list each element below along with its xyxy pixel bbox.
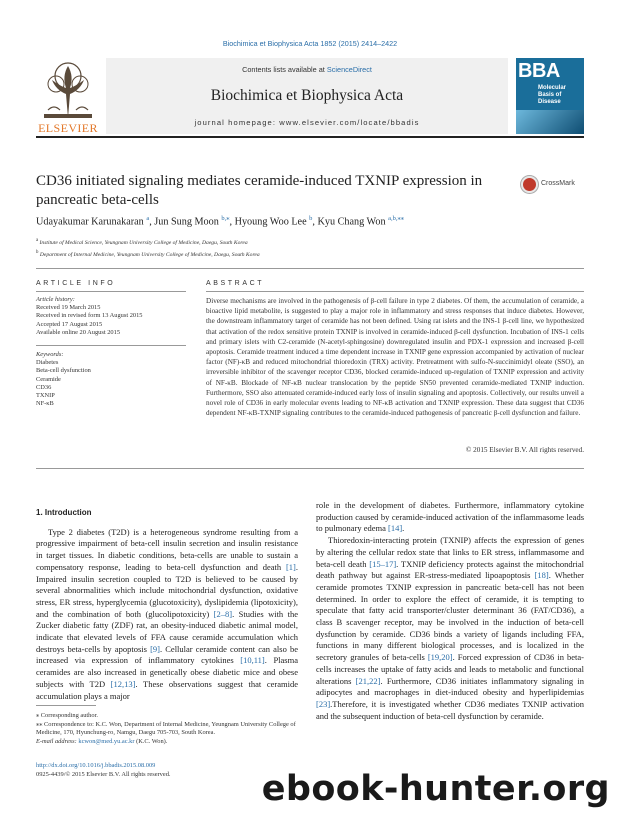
article-info-heading: ARTICLE INFO	[36, 280, 116, 287]
author-separator: ,	[149, 216, 155, 228]
elsevier-tree-icon	[42, 60, 94, 120]
footnote-email	[36, 738, 298, 747]
author-affiliation-marker[interactable]: a	[146, 215, 150, 222]
affiliation-marker: a	[36, 238, 39, 243]
citation-link[interactable]: [10,11]	[240, 655, 265, 666]
citation-link[interactable]: [9]	[150, 643, 160, 654]
citation-link[interactable]: [12,13]	[110, 678, 136, 689]
article-info	[36, 296, 186, 408]
divider	[36, 291, 186, 292]
keyword: Ceramide	[36, 375, 61, 383]
journal-cover-image[interactable]	[516, 58, 584, 134]
citation-link[interactable]: [2–8]	[213, 608, 233, 619]
cover-art	[516, 110, 584, 134]
paragraph	[316, 535, 584, 722]
text-run: . Forced expression of CD36 in beta-cells increases the uptake of fatty acids and leads to metabolic and functional alterations	[316, 652, 584, 686]
divider	[36, 268, 584, 269]
citation-link[interactable]: [15–17]	[369, 558, 397, 569]
paragraph	[36, 527, 298, 703]
crossmark-icon	[521, 176, 538, 193]
author-name[interactable]: Hyoung Woo Lee	[234, 216, 307, 228]
text-run: . Cellular ceramide content can also be increased via expression of inflammatory cytokines	[36, 643, 298, 666]
paragraph	[316, 500, 584, 535]
divider	[36, 345, 186, 346]
citation-link[interactable]: [21,22]	[355, 675, 381, 686]
journal-banner	[106, 58, 508, 134]
footnote: ⁎ Corresponding author.	[36, 712, 98, 719]
text-run: role in the development of diabetes. Furthermore, inflammatory cytokine production caused by ceramide-induced activation of the inflammasome leads to pulmonary edema	[316, 500, 584, 534]
author-name[interactable]: Jun Sung Moon	[154, 216, 219, 228]
article-title: CD36 initiated signaling mediates ceramide-induced TXNIP expression in pancreatic beta-cells	[36, 173, 483, 208]
author-list	[36, 214, 584, 227]
section-title: 1. Introduction	[36, 508, 92, 517]
journal-name: Biochimica et Biophysica Acta	[210, 87, 404, 104]
text-run: . Studies with the Zucker diabetic fatty (ZDF) rat, an obesity-induced diabetic animal model, indicate that elevated levels of FFA cause ceramide accumulation which destroys beta-cells by apoptosis	[36, 608, 298, 654]
journal-homepage	[106, 118, 508, 127]
author-affiliation-marker[interactable]: b	[309, 215, 313, 222]
cover-subtitle	[538, 85, 566, 106]
text-run: . TXNIP deficiency protects against the mitochondrial death pathway but against ER-stress-mediated lipoapoptosis	[316, 558, 584, 581]
affiliation-text: Department of Internal Medicine, Yeungnam University College of Medicine, Daegu, South Korea	[39, 251, 260, 258]
author-affiliation-marker[interactable]: b,⁎	[221, 215, 230, 222]
text-run: Type 2 diabetes (T2D) is a heterogeneous syndrome resulting from a progressive impairment of beta-cell insulin secretion and insulin resistance in target tissues. In diabetic conditions, beta-cells are unable to sustain a compensatory response, leading to beta-cell dysfunction and death	[36, 526, 298, 572]
keywords-label: Keywords:	[36, 351, 64, 359]
text-run: . These observations suggest that ceramide accumulation plays a major	[36, 678, 298, 701]
history-item: Accepted 17 August 2015	[36, 320, 103, 328]
keyword: TXNIP	[36, 392, 55, 400]
keyword: Diabetes	[36, 359, 59, 367]
cover-subtitle-line-3: Disease	[538, 99, 561, 105]
email-label: E-mail address:	[36, 737, 79, 745]
text-run: .	[402, 523, 405, 534]
author-separator: ,	[229, 216, 235, 228]
abstract-copyright: © 2015 Elsevier B.V. All rights reserved.	[465, 446, 584, 454]
citation-link[interactable]: [14]	[388, 523, 403, 534]
text-run: . Plasma ceramides are also increased in genetically obese diabetic mice and obese subjects with T2D	[36, 655, 298, 689]
footnote: ⁎⁎ Correspondence to: K.C. Won, Department of Internal Medicine, Yeungnam University College of Medicine, 170, Hyunchung-ro, Namgu, Daegu 705-703, South Korea.	[36, 720, 296, 737]
abstract-heading: ABSTRACT	[206, 280, 265, 287]
homepage-link[interactable]: www.elsevier.com/locate/bbadis	[279, 118, 420, 127]
keyword: NF-κB	[36, 400, 54, 408]
issn-line: 0925-4439/© 2015 Elsevier B.V. All rights reserved.	[36, 770, 171, 778]
author-separator: ,	[312, 216, 318, 228]
affiliations	[36, 236, 584, 260]
cover-subtitle-line-2: Basis of	[538, 92, 562, 98]
citation-link[interactable]: [1]	[285, 561, 296, 572]
author-affiliation-marker[interactable]: a,b,⁎⁎	[388, 215, 404, 222]
abstract-text: Diverse mechanisms are involved in the pathogenesis of β-cell failure in type 2 diabetes. Of them, the accumulation of ceramide, a bioactive lipid metabolite, is suggested to play a major role in inflammatory and stress responses that induce diabetes. However, the downstream inflammatory target of ceramide has not been defined. Using rat islets and the INS-1 β-cell line, we hypothesized that activation of the redox sensitive protein TXNIP is involved in ceramide-induced β-cell dysfunction. Incubation of INS-1 cells and primary islets with C2-ceramide (N-acetyl-sphingosine) downregulated insulin and PDX-1 expression and increased β-cell apoptosis. Ceramide treatment induced a time dependent increase in TXNIP gene expression accompanied by activation of nuclear factor (NF)-κB and reduced mitochondrial thioredoxin (TRX) activity. Pretreatment with sulfo-N-succinimidyl oleate (SSO), an irreversible inhibitor of the scavenger receptor CD36, blocked ceramide-induced up-regulation of TXNIP expression and activity of NF-κB. Blockade of NF-κB nuclear translocation by the peptide SN50 prevented ceramide-mediated TXNIP induction. Furthermore, SSO also attenuated ceramide-induced early loss of insulin signaling and apoptosis. Collectively, our results unveil a novel role of CD36 in early molecular events leading to NF-κB activation and TXNIP expression. These data suggest that CD36 dependent NF-κB-TXNIP signaling contributes to the ceramide-induced pathogenesis of pancreatic β-cell dysfunction and failure.	[206, 297, 584, 418]
author-name[interactable]: Udayakumar Karunakaran	[36, 216, 144, 228]
affiliation-text: Institute of Medical Science, Yeungnam University College of Medicine, Daegu, South Korea	[39, 239, 248, 246]
sciencedirect-link[interactable]: ScienceDirect	[326, 65, 372, 74]
text-run: . Whether ceramide promotes TXNIP expression in pancreatic beta-cell has not been determined. In order to explore the effect of ceramide, it is tempting to speculate that fatty acid transporter/cluster determinant 36 (FAT/CD36), a class B scavenger receptor, may be involved in the induction of beta-cell dysfunction by ceramide. CD36 binds a variety of ligands including FFA, functions in many different biological processes, and is localized in the secretory granules of beta-cells	[316, 570, 584, 663]
history-label: Article history:	[36, 296, 75, 303]
affiliation-item	[36, 248, 584, 260]
footnote-divider	[36, 705, 96, 706]
body-left-column	[36, 507, 298, 702]
email-link[interactable]: kcwon@med.yu.ac.kr	[78, 737, 135, 745]
keyword: CD36	[36, 383, 52, 391]
text-run: .Therefore, it is investigated whether CD36 mediates TXNIP activation and the subsequent induction of beta-cell dysfunction by ceramide.	[316, 698, 584, 721]
homepage-prefix: journal homepage:	[194, 118, 280, 127]
affiliation-marker: b	[36, 249, 39, 255]
contents-prefix: Contents lists available at	[242, 65, 327, 74]
cover-title: BBA	[518, 60, 560, 82]
history-item: Received 19 March 2015	[36, 304, 101, 312]
affiliation-item	[36, 236, 584, 248]
contents-line	[106, 65, 508, 74]
text-run: . Impaired insulin secretion coupled to T2D is believed to be caused by several abnormalities which include mitochondrial dysfunction, oxidative stress, ER stress, hyperglycemia (glucotoxicity), dyslipidemia (lipotoxicity), and the combination of both (glucolipotoxicity)	[36, 561, 298, 619]
history-item: Available online 20 August 2015	[36, 328, 121, 336]
crossmark-label: CrossMark	[541, 180, 575, 187]
text-run: . Furthermore, CD36 initiates inflammatory signaling in adipocytes and macrophages in diet-induced obesity and hyperlipidemias	[316, 675, 585, 698]
citation-link[interactable]: [18]	[534, 570, 549, 581]
elsevier-logo[interactable]	[36, 60, 100, 136]
cover-subtitle-line-1: Molecular	[538, 85, 567, 91]
email-suffix: (K.C. Won).	[134, 737, 168, 745]
journal-header	[36, 58, 584, 138]
divider	[36, 468, 584, 469]
elsevier-wordmark: ELSEVIER	[38, 121, 98, 135]
crossmark-badge[interactable]	[521, 176, 585, 194]
journal-citation[interactable]: Biochimica et Biophysica Acta 1852 (2015) 2414–2422	[222, 39, 398, 48]
doi-link[interactable]: http://dx.doi.org/10.1016/j.bbadis.2015.08.009	[36, 762, 156, 769]
citation-link[interactable]: [19,20]	[427, 652, 453, 663]
keyword: Beta-cell dysfunction	[36, 367, 91, 375]
history-item: Received in revised form 13 August 2015	[36, 312, 143, 320]
citation-link[interactable]: [23]	[316, 698, 331, 709]
body-right-column	[316, 500, 584, 722]
footnotes	[36, 712, 298, 746]
divider	[206, 291, 584, 292]
watermark: ebook-hunter.org	[261, 769, 610, 809]
author-name[interactable]: Kyu Chang Won	[317, 216, 386, 228]
text-run: Thioredoxin-interacting protein (TXNIP) affects the expression of genes by altering the cellular redox state that links to ER stress, inflammasome and beta-cell death	[316, 535, 584, 569]
